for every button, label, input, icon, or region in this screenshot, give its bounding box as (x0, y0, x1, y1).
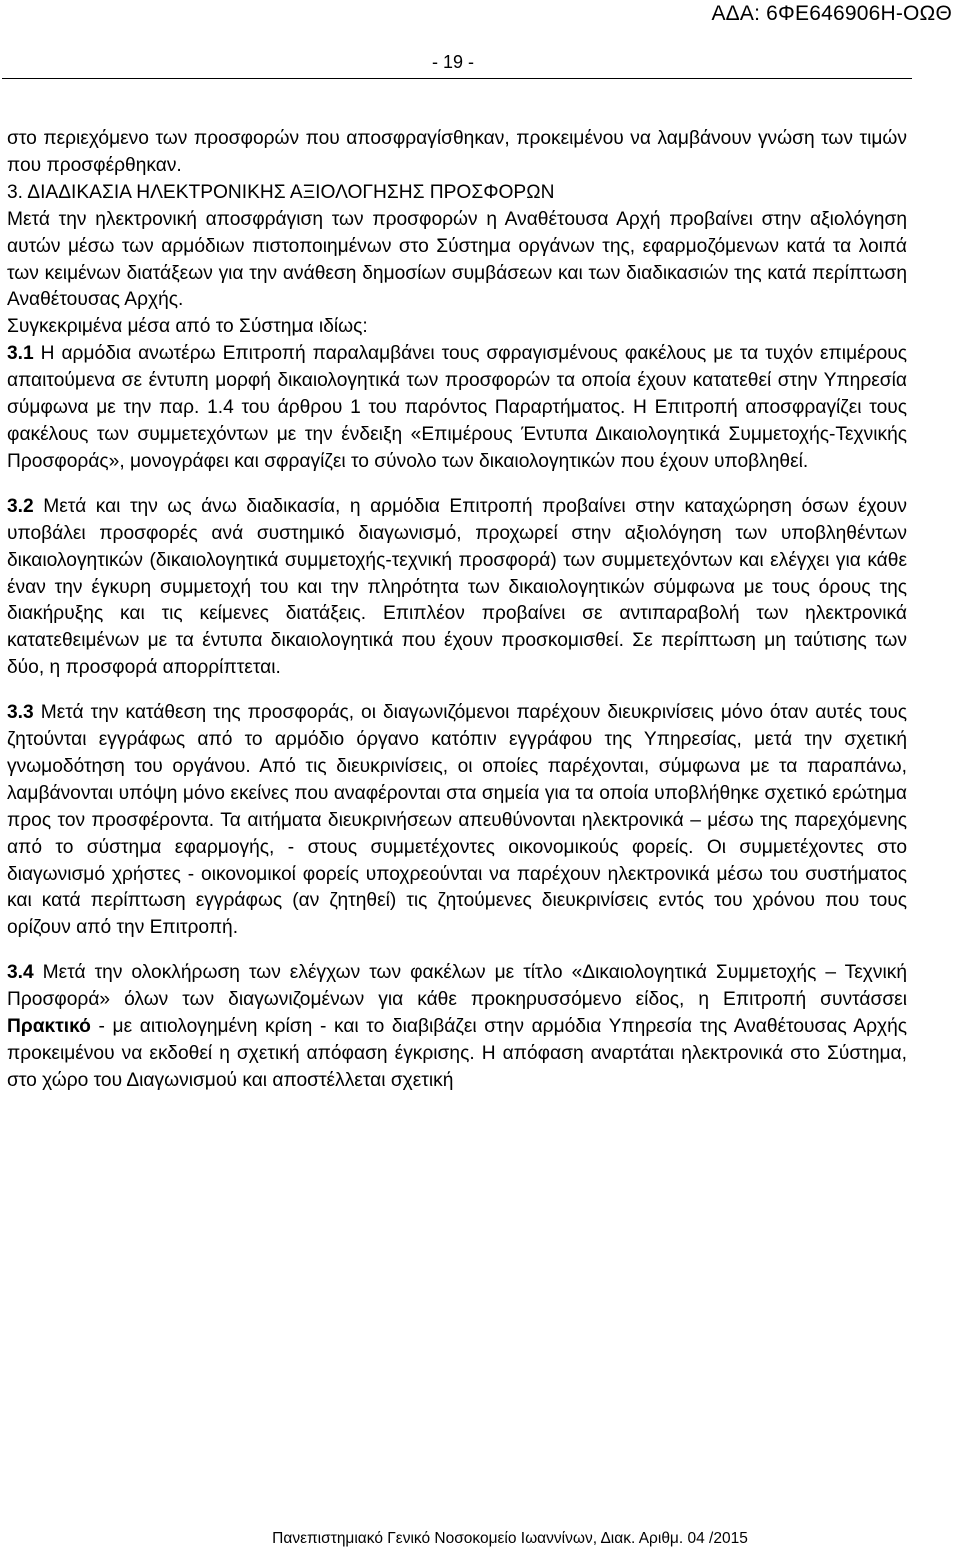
section-heading: 3. ΔΙΑΔΙΚΑΣΙΑ ΗΛΕΚΤΡΟΝΙΚΗΣ ΑΞΙΟΛΟΓΗΣΗΣ ΠΡΟΣΦΟΡΩΝ (7, 181, 555, 203)
section-number: 3.4 (7, 962, 34, 984)
document-body (7, 126, 907, 1095)
section-number: 3.2 (7, 495, 34, 517)
section-3-3 (7, 700, 907, 942)
evaluation-paragraph: Μετά την ηλεκτρονική αποσφράγιση των προσφορών η Αναθέτουσα Αρχή προβαίνει στην αξιολόγηση αυτών μέσω των αρμόδιων πιστοποιημένων στο Σύστημα οργάνων της, εφαρμοζόμενων κατά τα λοιπά των κειμένων διατάξεων για την ανάθεση δημοσίων συμβάσεων και των διαδικασιών της κατά περίπτωση Αναθέτουσας Αρχής. (7, 208, 907, 311)
header-rule (2, 78, 912, 79)
page-footer: Πανεπιστημιακό Γενικό Νοσοκομείο Ιωαννίνων, Διακ. Αριθμ. 04 /2015 (272, 1530, 748, 1547)
section-3-1 (7, 341, 907, 476)
section-text: Μετά και την ως άνω διαδικασία, η αρμόδια Επιτροπή προβαίνει στην καταχώρηση όσων έχουν υποβάλει προσφορές ανά συστημικό διαγωνισμό, προχωρεί στην αξιολόγηση των υποβληθέντων δικαιολογητικών (δικαιολογητικά συμμετοχής-τεχνική προσφορά) των συμμετεχόντων και ελέγχει για κάθε έναν την έγκυρη συμμετοχή του και την πληρότητα των δικαιολογητικών σύμφωνα με τους όρους της διακήρυξης και τις κείμενες διατάξεις. Επιπλέον προβαίνει σε αντιπαραβολή των ηλεκτρονικά κατατεθειμένων με τα έντυπα δικαιολογητικά που έχουν προσκομισθεί. Σε περίπτωση μη ταύτισης των δύο, η προσφορά απορρίπτεται. (7, 495, 907, 679)
section-text-continued: - με αιτιολογημένη κρίση - και το διαβιβάζει στην αρμόδια Υπηρεσία της Αναθέτουσας Αρχής προκειμένου να εκδοθεί η σχετική απόφαση έγκρισης. Η απόφαση αναρτάται ηλεκτρονικά στο Σύστημα, στο χώρο του Διαγωνισμού και αποστέλλεται σχετική (7, 1016, 907, 1091)
section-text: Η αρμόδια ανωτέρω Επιτροπή παραλαμβάνει τους σφραγισμένους φακέλους με τα τυχόν επιμέρους απαιτούμενα σε έντυπη μορφή δικαιολογητικά των προσφορών τα οποία έχουν κατατεθεί στην Υπηρεσία σύμφωνα με την παρ. 1.4 του άρθρου 1 του παρόντος Παραρτήματος. Η Επιτροπή αποσφραγίζει τους φακέλους των συμμετεχόντων με την ένδειξη «Επιμέρους Έντυπα Δικαιολογητικά Συμμετοχής-Τεχνικής Προσφοράς», μονογράφει και σφραγίζει το σύνολο των δικαιολογητικών που έχουν υποβληθεί. (7, 343, 907, 472)
specific-paragraph: Συγκεκριμένα μέσα από το Σύστημα ιδίως: (7, 316, 368, 338)
page-number: - 19 - (432, 52, 475, 72)
section-text: Μετά την ολοκλήρωση των ελέγχων των φακέλων με τίτλο «Δικαιολογητικά Συμμετοχής – Τεχνική Προσφορά» όλων των διαγωνιζομένων για κάθε προκηρυσσόμενο είδος, η Επιτροπή συντάσσει (7, 962, 907, 1011)
intro-paragraph: στο περιεχόμενο των προσφορών που αποσφραγίσθηκαν, προκειμένου να λαμβάνουν γνώση των τιμών που προσφέρθηκαν. (7, 128, 907, 176)
section-text-bold: Πρακτικό (7, 1016, 91, 1038)
section-number: 3.3 (7, 702, 34, 724)
section-text: Μετά την κατάθεση της προσφοράς, οι διαγωνιζόμενοι παρέχουν διευκρινίσεις μόνο όταν αυτές τους ζητούνται εγγράφως από το αρμόδιο όργανο κατόπιν εγγράφου της Υπηρεσίας, μετά την σχετική γνωμοδότηση του οργάνου. Από τις διευκρινίσεις, οι οποίες παρέχονται, σύμφωνα με τα παραπάνω, λαμβάνονται υπόψη μόνο εκείνες που αναφέρονται στα σημεία για τα οποία υποβλήθηκε σχετικό ερώτημα προς τον προσφέροντα. Τα αιτήματα διευκρινήσεων απευθύνονται ηλεκτρονικά – μέσω της παρεχόμενης από το σύστημα εφαρμογής, - στους συμμετέχοντες οικονομικούς φορείς. Οι συμμετέχοντες στο διαγωνισμό χρήστες - οικονομικοί φορείς υποχρεούνται να παρέχουν ηλεκτρονικά μέσω του συστήματος και κατά περίπτωση εγγράφως (αν ζητηθεί) τις ζητούμενες διευκρινίσεις εντός του χρόνου που τους ορίζουν από την Επιτροπή. (7, 702, 907, 939)
section-3-2 (7, 494, 907, 682)
section-3-4 (7, 960, 907, 1095)
section-number: 3.1 (7, 343, 34, 365)
ada-code: ΑΔΑ: 6ΦΕ646906Η-ΟΩΘ (711, 2, 952, 25)
